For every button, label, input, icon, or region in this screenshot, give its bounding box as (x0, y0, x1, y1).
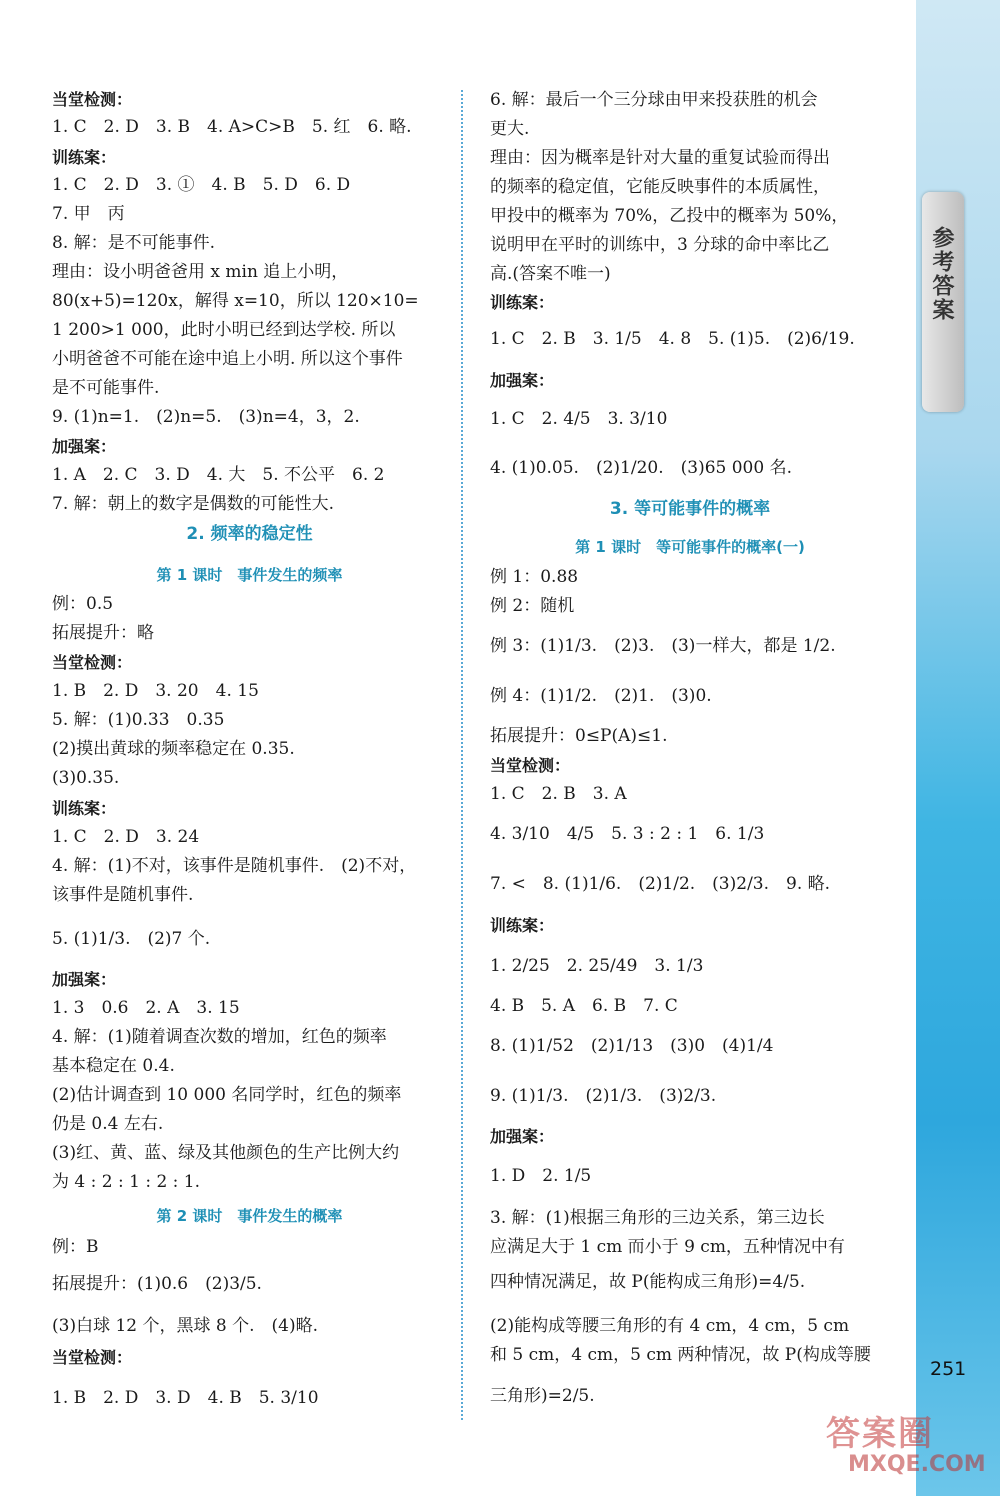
answer-line: 7. 甲 丙 (52, 204, 125, 224)
answer-line: 1. C 2. D 3. ① 4. B 5. D 6. D (52, 175, 351, 195)
page-number: 251 (930, 1358, 967, 1380)
answer-line: 6. 解：最后一个三分球由甲来投获胜的机会 (490, 90, 818, 110)
heading: 当堂检测： (490, 756, 571, 775)
answer-line: 8. (1)1/52 (2)1/13 (3)0 (4)1/4 (490, 1036, 774, 1056)
answer-line: 应满足大于 1 cm 而小于 9 cm，五种情况中有 (490, 1237, 845, 1257)
heading: 当堂检测： (52, 1348, 133, 1367)
heading: 当堂检测： (52, 90, 133, 109)
answer-line: 拓展提升：略 (52, 623, 154, 643)
answer-line: (3)红、黄、蓝、绿及其他颜色的生产比例大约 (52, 1143, 400, 1163)
heading: 加强案： (490, 1127, 555, 1146)
answer-line: 1. C 2. D 3. B 4. A>C>B 5. 红 6. 略. (52, 117, 412, 137)
answer-line: 1. 2/25 2. 25/49 3. 1/3 (490, 956, 704, 976)
answer-line: 和 5 cm，4 cm，5 cm 两种情况，故 P(构成等腰 (490, 1345, 871, 1365)
answer-line: 7. < 8. (1)1/6. (2)1/2. (3)2/3. 9. 略. (490, 874, 831, 894)
answer-line: (2)能构成等腰三角形的有 4 cm，4 cm，5 cm (490, 1316, 850, 1336)
answer-line: 1. B 2. D 3. D 4. B 5. 3/10 (52, 1388, 319, 1408)
answer-line: 说明甲在平时的训练中，3 分球的命中率比乙 (490, 235, 830, 255)
answer-line: 1 200>1 000，此时小明已经到达学校. 所以 (52, 320, 396, 340)
answer-line: 为 4 : 2 : 1 : 2 : 1. (52, 1172, 201, 1192)
answer-line: 更大. (490, 119, 530, 139)
answer-line: 4. 解：(1)随着调查次数的增加，红色的频率 (52, 1027, 387, 1047)
answer-line: 1. B 2. D 3. 20 4. 15 (52, 681, 259, 701)
answer-line: 8. 解：是不可能事件. (52, 233, 216, 253)
lesson-title: 第 1 课时 事件发生的频率 (156, 566, 343, 584)
heading: 训练案： (490, 293, 555, 312)
answer-line: 1. 3 0.6 2. A 3. 15 (52, 998, 240, 1018)
answer-line: 3. 解：(1)根据三角形的三边关系，第三边长 (490, 1208, 825, 1228)
answer-line: 1. A 2. C 3. D 4. 大 5. 不公平 6. 2 (52, 465, 385, 485)
heading: 当堂检测： (52, 653, 133, 672)
answer-line: 1. D 2. 1/5 (490, 1166, 592, 1186)
answer-line: 基本稳定在 0.4. (52, 1056, 175, 1076)
answer-line: 80(x+5)=120x，解得 x=10，所以 120×10= (52, 291, 419, 311)
answer-line: 7. 解：朝上的数字是偶数的可能性大. (52, 494, 335, 514)
answer-line: 三角形)=2/5. (490, 1386, 595, 1406)
answer-line: (3)白球 12 个，黑球 8 个. (4)略. (52, 1316, 319, 1336)
watermark-logo: 答案圈 (826, 1414, 934, 1454)
column-divider (461, 90, 463, 1420)
answer-line: 4. 解：(1)不对，该事件是随机事件. (2)不对， (52, 856, 417, 876)
answer-line: (3)0.35. (52, 768, 120, 788)
answer-line: 9. (1)n=1. (2)n=5. (3)n=4，3，2. (52, 407, 360, 427)
heading: 训练案： (52, 148, 117, 167)
lesson-title: 第 2 课时 事件发生的概率 (156, 1207, 343, 1225)
answer-line: 例：B (52, 1237, 99, 1257)
answer-line: 4. (1)0.05. (2)1/20. (3)65 000 名. (490, 458, 792, 478)
answer-line: 1. C 2. B 3. A (490, 784, 627, 804)
answer-line: 该事件是随机事件. (52, 885, 194, 905)
answer-line: 例：0.5 (52, 594, 114, 614)
answer-line: 理由：因为概率是针对大量的重复试验而得出 (490, 148, 830, 168)
answer-line: 小明爸爸不可能在途中追上小明. 所以这个事件 (52, 349, 403, 369)
answer-line: 甲投中的概率为 70%，乙投中的概率为 50%， (490, 206, 849, 226)
heading: 训练案： (52, 799, 117, 818)
answer-line: 仍是 0.4 左右. (52, 1114, 164, 1134)
watermark-site: MXQE.COM (848, 1452, 986, 1477)
heading: 加强案： (490, 371, 555, 390)
section-title: 2. 频率的稳定性 (186, 524, 313, 544)
heading: 加强案： (52, 970, 117, 989)
answer-line: 四种情况满足，故 P(能构成三角形)=4/5. (490, 1272, 806, 1292)
answer-line: 1. C 2. B 3. 1/5 4. 8 5. (1)5. (2)6/19. (490, 329, 855, 349)
answer-line: 例 4：(1)1/2. (2)1. (3)0. (490, 686, 712, 706)
answer-line: 5. 解：(1)0.33 0.35 (52, 710, 225, 730)
answer-line: 是不可能事件. (52, 378, 160, 398)
answer-line: (2)摸出黄球的频率稳定在 0.35. (52, 739, 295, 759)
lesson-title: 第 1 课时 等可能事件的概率(一) (575, 538, 805, 556)
answer-line: 例 2：随机 (490, 596, 575, 616)
answer-line: 1. C 2. D 3. 24 (52, 827, 200, 847)
side-tab-label: 参考答案 (929, 226, 954, 322)
answer-line: 1. C 2. 4/5 3. 3/10 (490, 409, 668, 429)
answer-line: 拓展提升：0≤P(A)≤1. (490, 726, 668, 746)
answer-line: 高.(答案不唯一) (490, 264, 611, 284)
answer-line: (2)估计调查到 10 000 名同学时，红色的频率 (52, 1085, 402, 1105)
answer-line: 4. 3/10 4/5 5. 3 : 2 : 1 6. 1/3 (490, 824, 765, 844)
heading: 加强案： (52, 437, 117, 456)
answer-line: 9. (1)1/3. (2)1/3. (3)2/3. (490, 1086, 717, 1106)
answer-line: 例 3：(1)1/3. (2)3. (3)一样大，都是 1/2. (490, 636, 836, 656)
section-title: 3. 等可能事件的概率 (609, 499, 771, 519)
answer-line: 理由：设小明爸爸用 x min 追上小明， (52, 262, 349, 282)
answer-line: 4. B 5. A 6. B 7. C (490, 996, 678, 1016)
answer-line: 拓展提升：(1)0.6 (2)3/5. (52, 1274, 262, 1294)
heading: 训练案： (490, 916, 555, 935)
answer-line: 的频率的稳定值，它能反映事件的本质属性， (490, 177, 830, 197)
answer-line: 例 1：0.88 (490, 567, 579, 587)
answer-line: 5. (1)1/3. (2)7 个. (52, 929, 211, 949)
